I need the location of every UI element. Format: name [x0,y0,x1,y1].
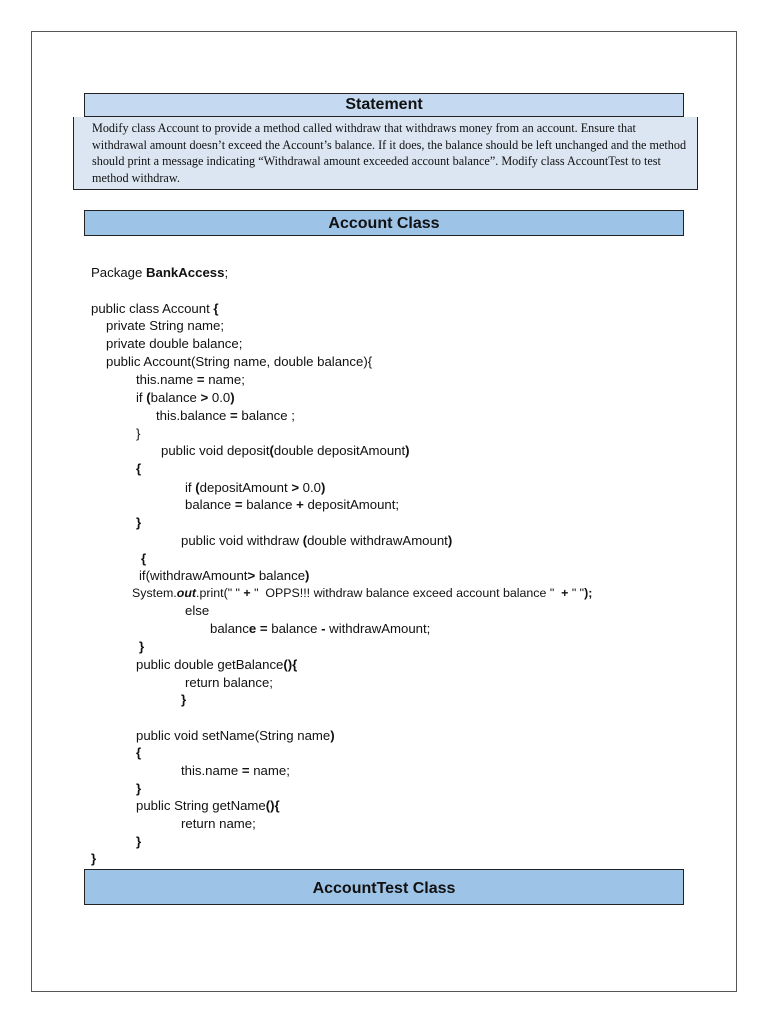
code-withdraw-open: { [141,551,147,566]
code-close-ctor: } [136,426,141,441]
code-setname-decl: public void setName(String name) [136,728,335,743]
code-else: else [185,603,210,618]
code-setname-close: } [136,781,142,796]
code-class-close: } [91,851,97,866]
code-withdraw-close: } [139,639,145,654]
code-getname-decl: public String getName(){ [136,798,280,813]
code-balance-subtract: balance = balance - withdrawAmount; [210,621,431,636]
code-if-deposit: if (depositAmount > 0.0) [185,480,326,495]
code-withdraw-decl: public void withdraw (double withdrawAmount) [181,533,453,548]
code-this-name-2: this.name = name; [181,763,290,778]
code-deposit-close: } [136,515,142,530]
code-system-print: System.out.print(" " + " OPPS!!! withdraw balance exceed account balance " + " "); [132,586,593,600]
code-deposit-open: { [136,461,142,476]
code-getbalance-close: } [181,692,187,707]
account-class-title: Account Class [328,215,440,232]
account-class-header [84,210,684,236]
code-constructor: public Account(String name, double balance){ [106,354,373,369]
statement-title: Statement [345,96,423,113]
code-return-balance: return balance; [185,675,273,690]
code-field-name: private String name; [106,318,225,333]
code-getbalance-decl: public double getBalance(){ [136,657,298,672]
code-class-decl: public class Account { [91,301,219,316]
statement-header [84,93,684,117]
code-setname-open: { [136,745,142,760]
code-package-line: Package BankAccess; [91,265,229,280]
code-if-withdraw: if(withdrawAmount> balance) [139,568,310,583]
code-return-name: return name; [181,816,256,831]
accounttest-class-header [84,869,684,905]
code-balance-add: balance = balance + depositAmount; [185,497,400,512]
code-deposit-decl: public void deposit(double depositAmount) [161,443,410,458]
code-field-balance: private double balance; [106,336,243,351]
code-this-balance: this.balance = balance ; [156,408,295,423]
code-if-balance: if (balance > 0.0) [136,390,235,405]
code-this-name: this.name = name; [136,372,245,387]
statement-body: Modify class Account to provide a method called withdraw that withdraws money from an account. Ensure that withdrawal amount doesn’t exceed the Account’s balance. If it does, the balance should be left unchanged and the method should print a message indicating “Withdrawal amount exceeded account balance”. Modify class AccountTest to test method withdraw. [73,117,698,190]
accounttest-class-title: AccountTest Class [312,880,456,897]
code-getname-close: } [136,834,142,849]
